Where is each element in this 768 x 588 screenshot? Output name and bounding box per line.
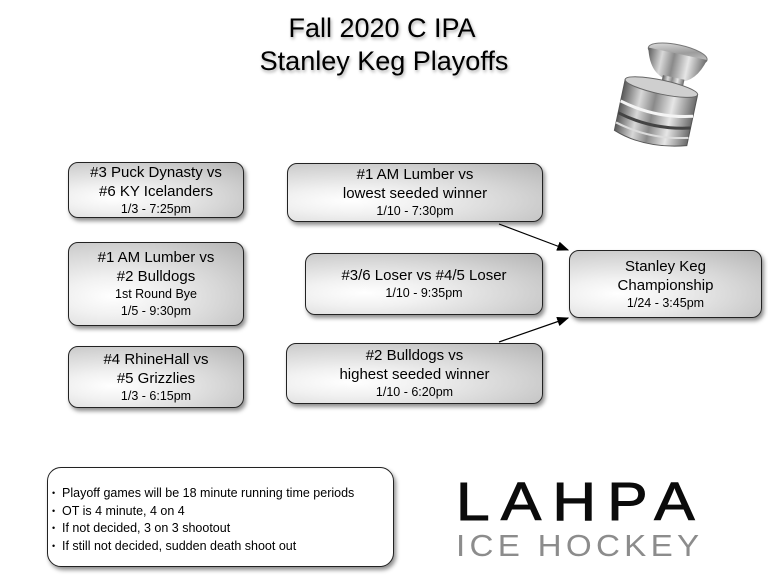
final-line2: Championship [617, 276, 714, 294]
game-box-consolation [305, 253, 543, 315]
game-teams-line1: #1 AM Lumber vs [97, 249, 215, 266]
game-time: 1/5 - 9:30pm [120, 304, 192, 318]
game-box-am-lumber-vs-bulldogs [68, 242, 244, 326]
game-box-puck-dynasty-vs-ky-icelanders [68, 162, 244, 218]
final-line1: Stanley Keg [625, 257, 706, 275]
bullet-icon: • [52, 523, 56, 533]
game-box-semifinal-2 [286, 343, 543, 404]
bullet-icon: • [52, 488, 56, 498]
game-box-championship [569, 250, 762, 318]
lahpa-logo [456, 472, 726, 563]
game-teams-line2: #2 Bulldogs [116, 268, 196, 285]
page-title-line2: Stanley Keg Playoffs [259, 46, 509, 76]
game-teams-line1: #1 AM Lumber vs [356, 166, 474, 183]
rules-box [47, 467, 394, 567]
logo-main-text: LAHPA [456, 472, 706, 532]
game-teams-line1: #3 Puck Dynasty vs [90, 163, 222, 181]
rule-item: • If still not decided, sudden death shoot out [52, 538, 393, 556]
game-teams-line1: #2 Bulldogs vs [365, 347, 464, 364]
game-teams-line2: lowest seeded winner [342, 185, 488, 202]
game-time: 1/10 - 6:20pm [375, 385, 454, 399]
game-time: 1/3 - 7:25pm [120, 201, 192, 216]
game-teams-line1: #3/6 Loser vs #4/5 Loser [341, 267, 507, 284]
arrow-semi1-to-final [499, 224, 568, 250]
game-box-rhinehall-vs-grizzlies [68, 346, 244, 408]
game-teams-line1: #4 RhineHall vs [103, 350, 209, 368]
rule-item: • OT is 4 minute, 4 on 4 [52, 503, 393, 521]
rule-item: • If not decided, 3 on 3 shootout [52, 520, 393, 538]
game-time: 1/3 - 6:15pm [120, 388, 192, 403]
bullet-icon: • [52, 505, 56, 516]
logo-sub-text: ICE HOCKEY [456, 528, 704, 563]
game-teams-line2: #5 Grizzlies [116, 369, 196, 387]
game-time: 1/10 - 7:30pm [376, 204, 454, 218]
rule-item: • Playoff games will be 18 minute running time periods [52, 485, 393, 503]
game-note: 1st Round Bye [115, 287, 197, 301]
game-box-semifinal-1 [287, 163, 543, 222]
game-teams-line2: #6 KY Icelanders [99, 182, 213, 200]
arrow-semi2-to-final [499, 318, 568, 342]
game-teams-line2: highest seeded winner [339, 366, 490, 383]
page-title-line1: Fall 2020 C IPA [288, 13, 476, 43]
final-time: 1/24 - 3:45pm [626, 295, 705, 310]
bullet-icon: • [52, 540, 56, 551]
game-time: 1/10 - 9:35pm [385, 286, 463, 300]
